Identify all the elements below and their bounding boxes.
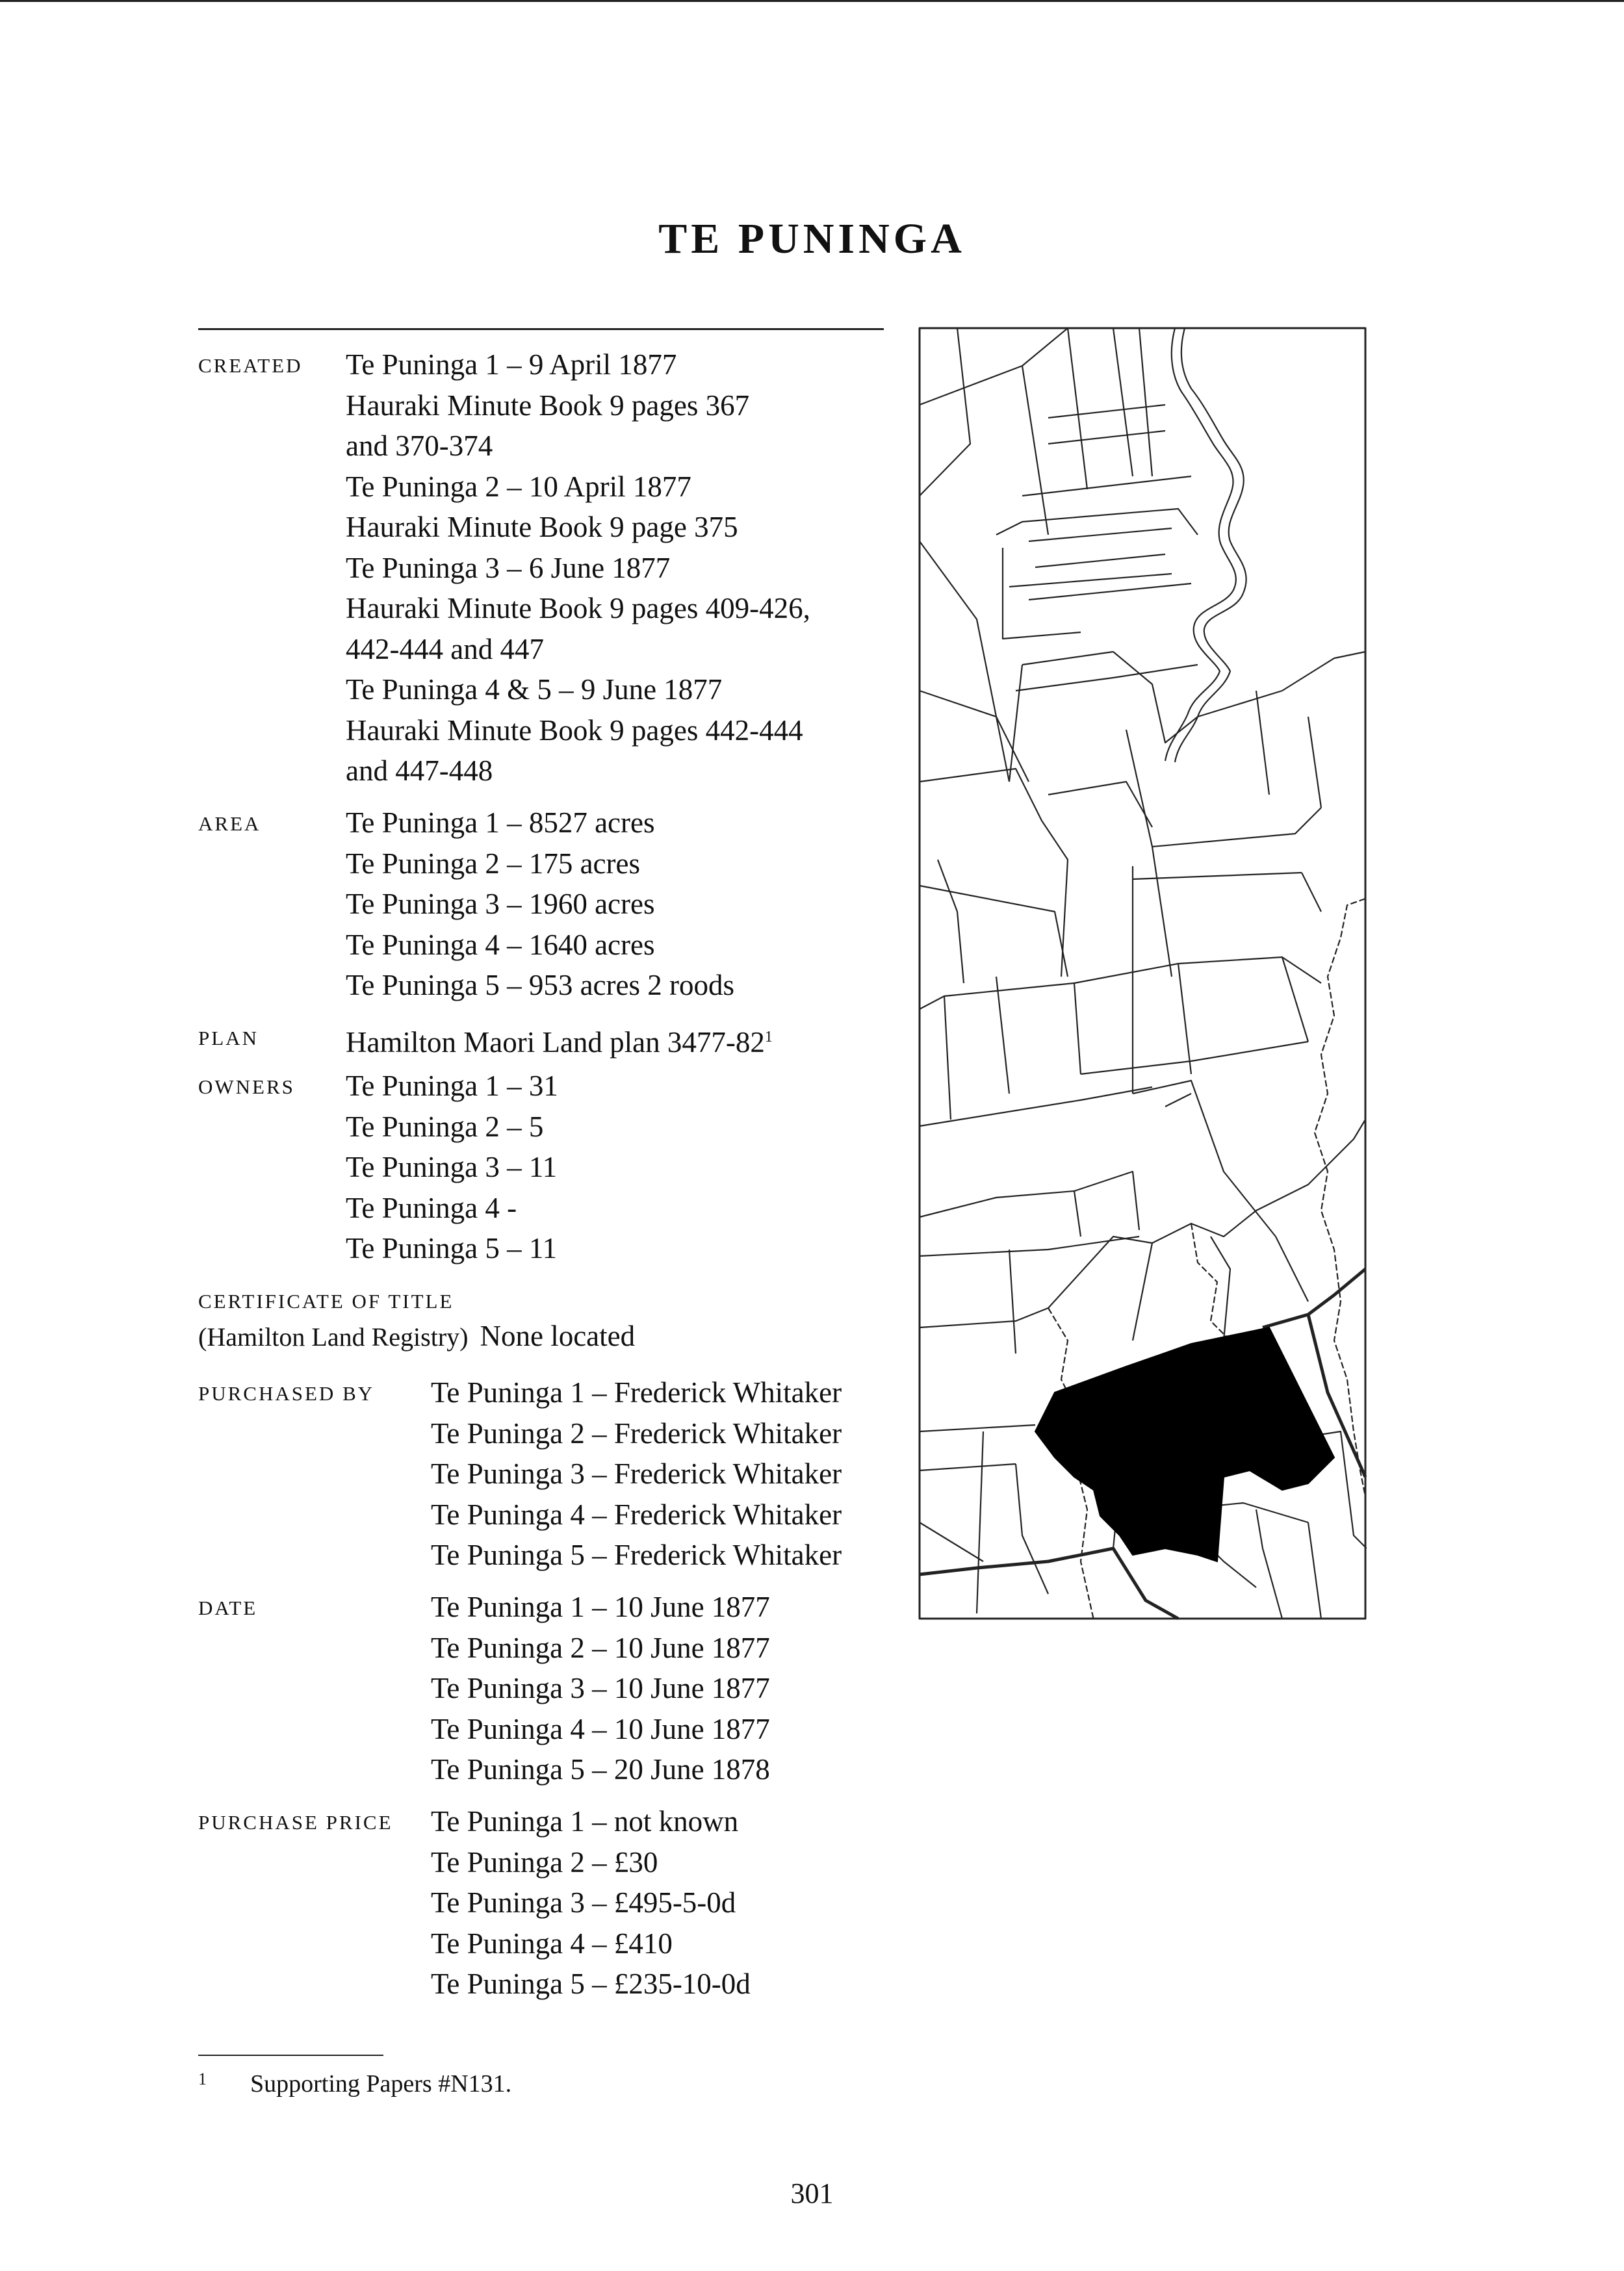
- area-line: Te Puninga 2 – 175 acres: [346, 847, 640, 880]
- created-line: 442-444 and 447: [346, 632, 544, 665]
- owners-line: Te Puninga 1 – 31: [346, 1070, 558, 1102]
- purchase-price-line: Te Puninga 5 – £235-10-0d: [431, 1968, 751, 2000]
- certificate-registry: (Hamilton Land Registry): [198, 1322, 469, 1352]
- footnote-rule: [198, 2055, 383, 2056]
- date-line: Te Puninga 3 – 10 June 1877: [431, 1672, 770, 1704]
- area-line: Te Puninga 3 – 1960 acres: [346, 888, 655, 920]
- purchased-by-values: [431, 1372, 842, 1576]
- plan-line: [346, 1017, 773, 1063]
- created-line: Hauraki Minute Book 9 page 375: [346, 511, 738, 543]
- river-line: [1165, 328, 1236, 761]
- area-line: Te Puninga 5 – 953 acres 2 roods: [346, 969, 734, 1001]
- river-line: [1175, 328, 1246, 762]
- owners-line: Te Puninga 5 – 11: [346, 1232, 558, 1264]
- area-line: Te Puninga 4 – 1640 acres: [346, 928, 655, 961]
- heading-rule: [198, 328, 884, 330]
- purchase-price-line: Te Puninga 3 – £495-5-0d: [431, 1886, 736, 1919]
- date-label: DATE: [198, 1597, 258, 1619]
- owners-line: Te Puninga 4 -: [346, 1191, 517, 1224]
- created-line: Te Puninga 4 & 5 – 9 June 1877: [346, 673, 723, 706]
- plan-text: Hamilton Maori Land plan 3477-82: [346, 1026, 765, 1059]
- created-line: Hauraki Minute Book 9 pages 367: [346, 389, 750, 422]
- created-label: CREATED: [198, 354, 303, 377]
- footnote-text: Supporting Papers #N131.: [250, 2070, 512, 2098]
- created-line: Te Puninga 2 – 10 April 1877: [346, 470, 691, 503]
- created-line: Hauraki Minute Book 9 pages 442-444: [346, 713, 803, 747]
- created-line: and 447-448: [346, 754, 493, 787]
- footnote-number: 1: [198, 2070, 207, 2088]
- purchase-price-label: PURCHASE PRICE: [198, 1811, 393, 1834]
- purchased-block-fill: [1035, 1328, 1334, 1561]
- land-block-map: [918, 327, 1367, 1620]
- purchased-by-line: Te Puninga 5 – Frederick Whitaker: [431, 1539, 842, 1571]
- area-line: Te Puninga 1 – 8527 acres: [346, 806, 655, 839]
- purchase-price-values: [431, 1801, 751, 2005]
- owners-label: OWNERS: [198, 1075, 295, 1098]
- date-line: Te Puninga 2 – 10 June 1877: [431, 1631, 770, 1664]
- purchase-price-line: Te Puninga 4 – £410: [431, 1927, 673, 1960]
- purchase-price-line: Te Puninga 2 – £30: [431, 1845, 658, 1879]
- date-values: [431, 1587, 770, 1790]
- purchase-price-line: Te Puninga 1 – not known: [431, 1805, 739, 1838]
- certificate-label: CERTIFICATE OF TITLE: [198, 1290, 454, 1313]
- owners-line: Te Puninga 2 – 5: [346, 1110, 544, 1143]
- area-label: AREA: [198, 812, 261, 835]
- created-line: Te Puninga 3 – 6 June 1877: [346, 551, 671, 584]
- footnote-ref: 1: [764, 1029, 773, 1046]
- footnote: [198, 2070, 511, 2098]
- purchased-by-line: Te Puninga 1 – Frederick Whitaker: [431, 1376, 842, 1409]
- purchased-by-line: Te Puninga 4 – Frederick Whitaker: [431, 1498, 842, 1531]
- created-line: and 370-374: [346, 430, 493, 462]
- plan-label: PLAN: [198, 1027, 259, 1049]
- created-line: Te Puninga 1 – 9 April 1877: [346, 348, 677, 381]
- date-line: Te Puninga 5 – 20 June 1878: [431, 1753, 770, 1786]
- purchased-by-line: Te Puninga 3 – Frederick Whitaker: [431, 1457, 842, 1490]
- purchased-by-label: PURCHASED BY: [198, 1382, 375, 1405]
- purchased-by-line: Te Puninga 2 – Frederick Whitaker: [431, 1417, 842, 1450]
- map-figure: [918, 327, 1367, 1620]
- certificate-line: [198, 1319, 635, 1353]
- date-line: Te Puninga 1 – 10 June 1877: [431, 1591, 770, 1623]
- page-number: 301: [790, 2177, 834, 2209]
- created-line: Hauraki Minute Book 9 pages 409-426,: [346, 592, 810, 624]
- certificate-value: None located: [480, 1320, 636, 1352]
- top-border-rule: [0, 0, 1624, 2]
- page-title: TE PUNINGA: [658, 215, 966, 263]
- date-line: Te Puninga 4 – 10 June 1877: [431, 1712, 770, 1745]
- area-values: [346, 802, 734, 1006]
- owners-line: Te Puninga 3 – 11: [346, 1151, 558, 1183]
- plan-values: [346, 1017, 773, 1063]
- owners-values: [346, 1066, 558, 1269]
- created-values: [346, 344, 810, 791]
